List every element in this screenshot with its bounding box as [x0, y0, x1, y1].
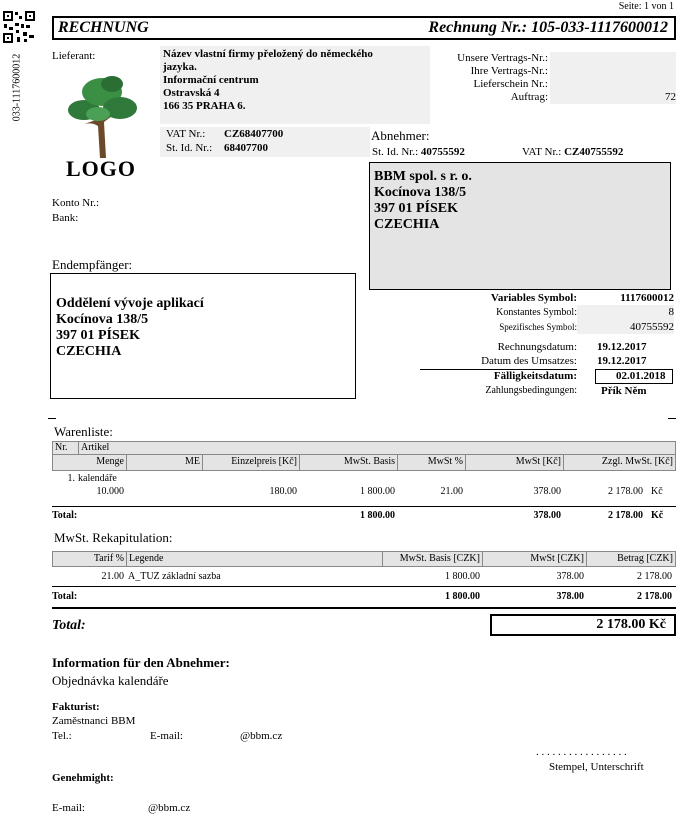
col-unit-price: Einzelpreis [Kč]: [203, 455, 300, 470]
items-header-row-2: [52, 455, 676, 471]
approved-email: @bbm.cz: [148, 802, 191, 814]
grand-total-value: 2 178.00 Kč: [490, 614, 676, 636]
items-total-label: Total:: [52, 510, 78, 521]
invoice-dates: [420, 340, 676, 398]
recap-base: 1 800.00: [445, 571, 480, 582]
variable-symbol-label: Variables Symbol:: [490, 292, 577, 304]
customer-st: 40755592: [420, 146, 465, 158]
invoice-number: Rechnung Nr.: 105-033-1117600012: [428, 19, 668, 36]
grand-total-label: Total:: [52, 618, 86, 633]
tax-date: 19.12.2017: [597, 355, 647, 367]
supplier-label: Lieferant:: [52, 50, 96, 62]
customer-address-box: [369, 162, 671, 290]
supplier-ids: [160, 127, 370, 157]
supplier-address: [160, 46, 430, 124]
customer-ids: [372, 146, 672, 158]
supplier-street: Ostravská 4: [163, 87, 220, 99]
recipient-street: Kocínova 138/5: [56, 312, 149, 327]
contract-row: [432, 65, 676, 78]
bank-account-label: Konto Nr.:: [52, 197, 100, 209]
items-divider: [52, 506, 676, 507]
recap-total-label: Total:: [52, 591, 78, 602]
recap-col-base: MwSt. Basis [CZK]: [383, 552, 483, 566]
contract-value: [550, 52, 676, 65]
recap-title: MwSt. Rekapitulation:: [54, 530, 173, 545]
customer-vat: CZ40755592: [564, 146, 624, 158]
item-tax-amount: 378.00: [533, 486, 561, 497]
items-header-row-1: [52, 441, 676, 455]
supplier-city: 166 35 PRAHA 6.: [163, 100, 246, 112]
specific-symbol-label: Spezifisches Symbol:: [499, 322, 577, 332]
recap-row: [52, 567, 676, 585]
payment-terms: Přík Něm: [601, 385, 647, 397]
item-unit-price: 180.00: [269, 486, 297, 497]
recap-vat: 378.00: [556, 571, 584, 582]
recap-col-sum: Betrag [CZK]: [617, 553, 673, 564]
items-total-sum: 2 178.00: [608, 510, 643, 521]
biller-tel-label: Tel.:: [52, 730, 72, 742]
recap-legend: A_TUZ základní sazba: [128, 571, 221, 582]
payment-symbols: [420, 292, 676, 334]
contract-info: [432, 52, 676, 104]
col-article: Artikel: [81, 442, 110, 453]
col-unit: ME: [127, 455, 203, 470]
contract-label: Unsere Vertrags-Nr.:: [457, 52, 548, 64]
col-tax-base: MwSt. Basis: [300, 455, 398, 470]
supplier-name-cont: jazyka.: [163, 61, 197, 73]
approved-title: Genehmight:: [52, 772, 114, 784]
tree-logo-icon: [62, 70, 142, 160]
col-quantity: Menge: [53, 455, 127, 470]
item-currency: Kč: [651, 486, 663, 497]
recap-total-base: 1 800.00: [445, 591, 480, 602]
items-total-row: [52, 509, 676, 522]
contract-row: [432, 52, 676, 65]
recap-table: [52, 551, 676, 585]
payment-terms-label: Zahlungsbedingungen:: [485, 385, 577, 396]
biller-email-label: E-mail:: [150, 730, 183, 742]
item-name: kalendáře: [78, 473, 117, 484]
recap-col-rate: Tarif %: [53, 552, 127, 566]
page-number: Seite: 1 von 1: [618, 1, 674, 12]
invoice-date-label: Rechnungsdatum:: [497, 341, 577, 353]
customer-name: BBM spol. s r. o.: [374, 169, 472, 184]
customer-vat-label: VAT Nr.:: [522, 146, 562, 158]
supplier-vat-label: VAT Nr.:: [166, 128, 206, 140]
items-total-currency: Kč: [651, 510, 664, 521]
due-date-label: Fälligkeitsdatum:: [420, 369, 577, 384]
logo-text: LOGO: [66, 156, 137, 181]
items-total-vat: 378.00: [533, 510, 561, 521]
col-tax-rate: MwSt %: [398, 455, 466, 470]
signature-label: Stempel, Unterschrift: [549, 761, 644, 773]
specific-symbol: 40755592: [577, 320, 674, 334]
item-total: 2 178.00: [608, 486, 643, 497]
supplier-st: 68407700: [224, 142, 268, 154]
recap-bottom-rule: [52, 607, 676, 609]
customer-st-label: St. Id. Nr.:: [372, 146, 419, 158]
invoice-title: RECHNUNG: [58, 19, 149, 36]
biller-title: Fakturist:: [52, 701, 100, 713]
contract-label: Ihre Vertrags-Nr.:: [470, 65, 548, 77]
due-date: 02.01.2018: [595, 369, 673, 384]
approved-email-label: E-mail:: [52, 802, 85, 814]
fold-mark-left: [48, 418, 56, 419]
item-quantity: 10.000: [96, 486, 124, 497]
info-title: Information für den Abnehmer:: [52, 655, 230, 670]
col-tax-amount: MwSt [Kč]: [466, 455, 564, 470]
tax-date-label: Datum des Umsatzes:: [481, 355, 577, 367]
recap-col-legend: Legende: [127, 552, 383, 566]
customer-street: Kocínova 138/5: [374, 185, 467, 200]
biller-email: @bbm.cz: [240, 730, 283, 742]
signature-dots: . . . . . . . . . . . . . . . . .: [536, 746, 627, 758]
invoice-date: 19.12.2017: [597, 341, 647, 353]
recap-col-vat: MwSt [CZK]: [483, 552, 587, 566]
constant-symbol-label: Konstantes Symbol:: [496, 307, 577, 318]
recipient-name: Oddělení vývoje aplikací: [56, 296, 204, 311]
recipient-address-box: [50, 273, 356, 399]
recap-header-row: [52, 551, 676, 567]
constant-symbol: 8: [577, 305, 674, 320]
recipient-label: Endempfänger:: [52, 257, 133, 272]
contract-value: [550, 65, 676, 78]
supplier-name: Název vlastní firmy přeložený do německého: [163, 48, 373, 60]
recap-total-sum: 2 178.00: [637, 591, 672, 602]
qr-code-icon: [2, 10, 36, 44]
col-nr: Nr.: [53, 442, 79, 454]
items-title: Warenliste:: [54, 424, 113, 439]
item-tax-rate: 21.00: [440, 486, 463, 497]
info-text: Objednávka kalendáře: [52, 673, 169, 688]
contract-value: 72: [550, 91, 676, 104]
customer-country: CZECHIA: [374, 217, 440, 232]
recap-divider: [52, 586, 676, 587]
contract-label: Lieferschein Nr.:: [473, 78, 548, 90]
contract-label: Auftrag:: [510, 91, 548, 103]
supplier-department: Informační centrum: [163, 74, 259, 86]
item-row-name: [52, 471, 676, 485]
bank-label: Bank:: [52, 212, 79, 224]
customer-city: 397 01 PÍSEK: [374, 201, 459, 216]
col-total: Zzgl. MwSt. [Kč]: [601, 456, 673, 467]
recap-total-row: [52, 590, 676, 603]
customer-label: Abnehmer:: [371, 128, 430, 143]
invoice-header: [52, 16, 676, 40]
contract-row: [432, 78, 676, 91]
item-nr: 1.: [67, 473, 75, 484]
biller-name: Zaměstnanci BBM: [52, 715, 136, 727]
contract-row: [432, 91, 676, 104]
item-unit: [126, 485, 202, 499]
item-tax-base: 1 800.00: [360, 486, 395, 497]
recipient-country: CZECHIA: [56, 344, 122, 359]
supplier-vat: CZ68407700: [224, 128, 284, 140]
side-reference-code: 033-1117600012: [11, 53, 23, 122]
fold-mark-right: [668, 418, 676, 419]
recap-sum: 2 178.00: [637, 571, 672, 582]
variable-symbol: 1117600012: [620, 292, 674, 304]
recap-rate: 21.00: [101, 571, 124, 582]
items-total-base: 1 800.00: [360, 510, 395, 521]
recipient-city: 397 01 PÍSEK: [56, 328, 141, 343]
item-row-values: [52, 485, 676, 499]
recap-total-vat: 378.00: [556, 591, 584, 602]
contract-value: [550, 78, 676, 91]
supplier-st-label: St. Id. Nr.:: [166, 142, 213, 154]
items-table: [52, 441, 676, 499]
